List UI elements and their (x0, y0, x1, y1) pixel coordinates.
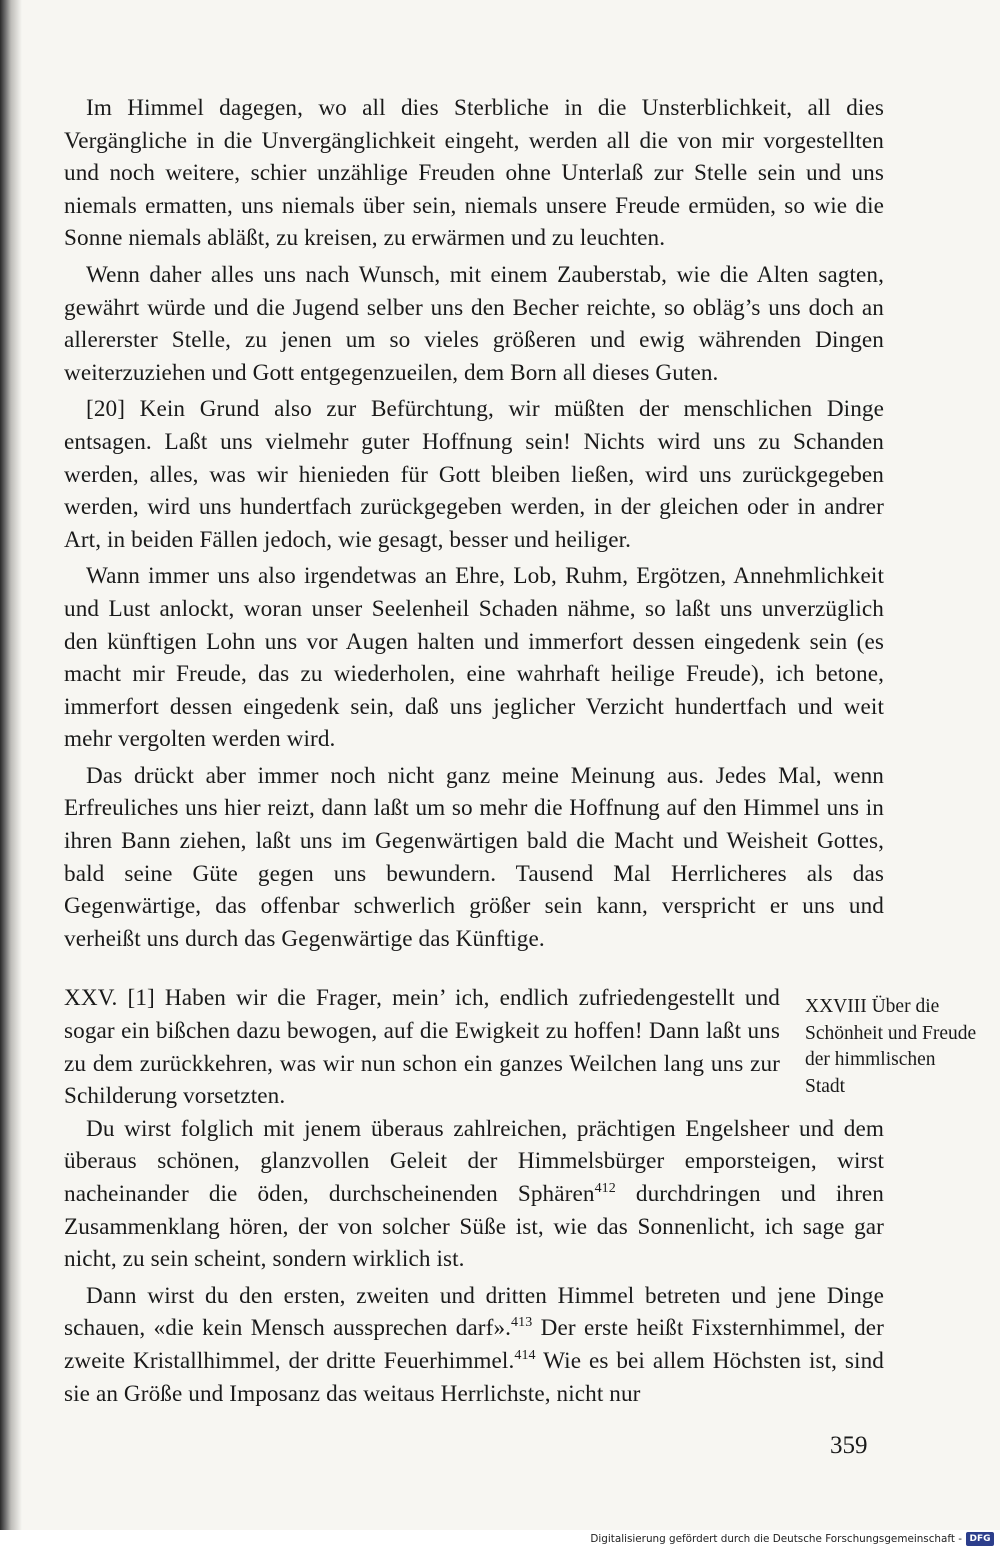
paragraph-hope: Das drückt aber immer noch nicht ganz meine Meinung aus. Jedes Mal, wenn Erfreuliches uns hier reizt, dann laßt um so mehr die Hoffnung auf den Himmel uns in ihren Bann ziehen, laßt uns im Gegenwärtigen bald die Macht und Weisheit Gottes, bald seine Güte gegen uns bewundern. Tausend Mal Herrlicheres als das Gegenwärtige, das offenbar schwerlich größer sein kann, verspricht er uns und verheißt uns durch das Gegenwärtige das Künftige. (64, 762, 884, 952)
dfg-logo-icon: DFG (966, 1532, 994, 1546)
footnote-ref-414: 414 (514, 1347, 536, 1363)
heavens-text-part3: Wie es bei allem Höchsten ist, sind sie an Größe und Imposanz das weitaus Herrlichste, nicht nur (64, 1347, 884, 1407)
page-number: 359 (830, 1432, 868, 1459)
main-text-column (64, 92, 884, 1410)
chapter-xxv-text: XXV. [1] Haben wir die Frager, mein’ ich, endlich zufriedengestellt und sogar ein bißchen dazu bewogen, auf die Ewigkeit zu hoffen! Dann laßt uns zu dem zurückkehren, was wir nun schon ein ganzes Weilchen lang uns zur Schilderung vorsetzten. (64, 985, 780, 1110)
digitization-credit: Digitalisierung gefördert durch die Deutsche Forschungsgemeinschaft - (590, 1533, 962, 1545)
paragraph-three-heavens (64, 1280, 884, 1410)
footnote-ref-412: 412 (594, 1181, 616, 1196)
paragraph-magic-wand: Wenn daher alles uns nach Wunsch, mit einem Zauberstab, wie die Alten sagten, gewährt würde und die Jugend selber uns den Becher reichte, so obläg’s uns doch an allererster Stelle, zu jenen um so vieles größeren und ewig währenden Dingen weiterzuziehen und Gott entgegenzueilen, dem Born all dieses Guten. (64, 261, 884, 386)
paragraph-section-20: [20] Kein Grund also zur Befürchtung, wir müßten der menschlichen Dinge entsagen. Laßt uns vielmehr guter Hoffnung sein! Nichts wird uns zu Schanden werden, alles, was wir hienieden für Gott bleiben ließen, wird uns zurückgegeben werden, wird uns hundertfach zurückgegeben werden, in der gleichen oder in andrer Art, in beiden Fällen jedoch, wie gesagt, besser und heiliger. (64, 396, 884, 553)
marginal-note: XXVIII Über die Schönheit und Freude der himmlischen Stadt (805, 996, 977, 1097)
paragraph-reward: Wann immer uns also irgendetwas an Ehre, Lob, Ruhm, Ergötzen, Annehmlichkeit und Lust anlockt, woran unser Seelenheil Schaden nähme, so laßt uns unverzüglich den künftigen Lohn uns vor Augen halten und immerfort dessen eingedenk sein (es macht mir Freude, das zu wiederholen, eine wahrhaft heilige Freude), ich betone, immerfort dessen eingedenk sein, daß uns jeglicher Verzicht hundertfach und weit mehr vergolten werden wird. (64, 563, 884, 753)
footnote-ref-413: 413 (511, 1315, 533, 1331)
spheres-text-before: Du wirst folglich mit jenem überaus zahlreichen, prächtigen Engelsheer und dem überaus schönen, glanzvollen Geleit der Himmelsbürger emporsteigen, wirst nacheinander die öden, durchscheinenden Sphären (64, 1115, 884, 1207)
heavens-text-part1: Dann wirst du den ersten, zweiten und dritten Himmel betreten und jene Dinge schauen, «die kein Mensch aussprechen darf». (64, 1282, 884, 1342)
heavens-text-part2: Der erste heißt Fixsternhimmel, der zweite Kristallhimmel, der dritte Feuerhimmel. (64, 1315, 884, 1374)
spheres-text-after: durchdringen und ihren Zusammenklang hören, der von solcher Süße ist, wie das Sonnenlicht, ich sage gar nicht, zu sein scheint, sondern wirklich ist. (64, 1181, 884, 1273)
paragraph-spheres (64, 1113, 884, 1276)
chapter-xxv-opening (64, 982, 780, 1112)
paragraph-heaven-joys: Im Himmel dagegen, wo all dies Sterbliche in die Unsterblichkeit, all dies Vergängliche in die Unvergänglichkeit eingeht, werden all die von mir vorgestellten und noch weitere, schier unzählige Freuden ohne Unterlaß zur Stelle sein und uns niemals ermatten, uns niemals über sein, niemals unsere Freude ermüden, so wie die Sonne niemals abläßt, zu kreisen, zu erwärmen und zu leuchten. (64, 95, 884, 252)
binding-shadow (0, 0, 22, 1530)
